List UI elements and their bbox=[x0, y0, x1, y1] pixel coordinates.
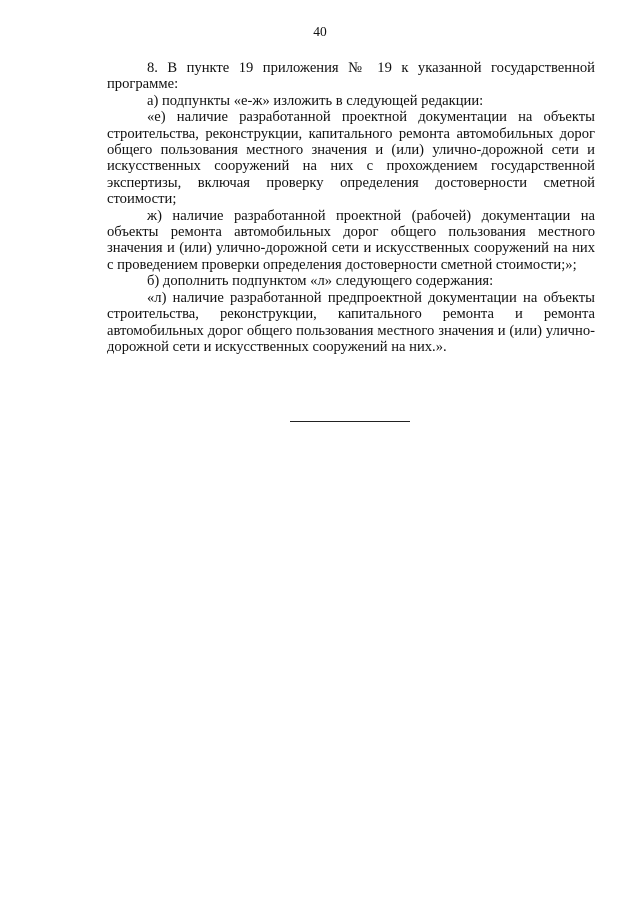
paragraph-subitem-e: «е) наличие разработанной проектной документации на объекты строительства, реконструкции, капитального ремонта автомобильных дорог общего пользования местного значения и (или) улично-дорожной сети и искусственных сооружений на них с прохождением государственной экспертизы, включая проверку определения достоверности сметной стоимости; bbox=[107, 109, 595, 208]
page-number: 40 bbox=[313, 24, 327, 39]
paragraph-item-8: 8. В пункте 19 приложения № 19 к указанной государственной программе: bbox=[107, 60, 595, 93]
document-body bbox=[107, 60, 595, 355]
paragraph-subitem-l: «л) наличие разработанной предпроектной документации на объекты строительства, реконструкции, капитального ремонта и ремонта автомобильных дорог общего пользования местного значения и (или) улично-дорожной сети и искусственных сооружений на них.». bbox=[107, 289, 595, 355]
end-separator-line bbox=[290, 421, 410, 422]
paragraph-subitem-zh: ж) наличие разработанной проектной (рабочей) документации на объекты ремонта автомобильных дорог общего пользования местного значения и (или) улично-дорожной сети и искусственных сооружений на них с проведением проверки определения достоверности сметной стоимости;»; bbox=[107, 207, 595, 273]
paragraph-subitem-b: б) дополнить подпунктом «л» следующего содержания: bbox=[147, 273, 494, 290]
paragraph-subitem-a: а) подпункты «е-ж» изложить в следующей редакции: bbox=[147, 92, 484, 109]
